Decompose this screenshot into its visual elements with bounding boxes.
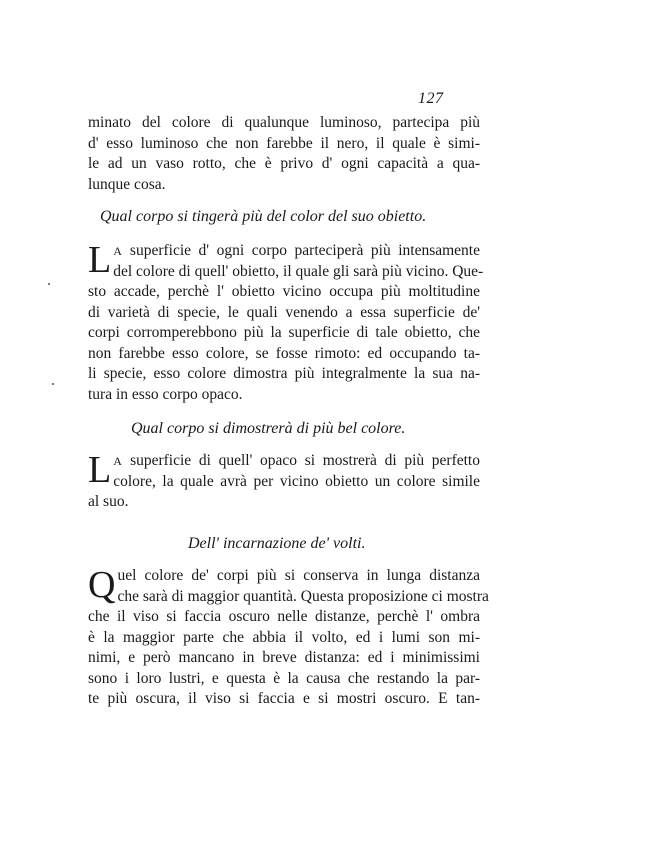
text-line: nimi, e però mancano in breve distanza: ed i minimissimi <box>88 649 480 666</box>
text-line: d' esso luminoso che non farebbe il nero, il quale è simi- <box>88 134 480 152</box>
text-line: le ad un vaso rotto, che è privo d' ogni capacità a qua- <box>88 155 480 172</box>
text-line: lunque cosa. <box>88 175 166 193</box>
text-line: minato del colore di qualunque luminoso, partecipa più <box>88 114 480 131</box>
text-line: tura in esso corpo opaco. <box>88 385 243 403</box>
section-2-paragraph <box>88 451 480 513</box>
small-cap: A <box>113 454 123 468</box>
text-line: corpi corromperebbono più la superficie di tale obietto, che <box>88 324 480 341</box>
text-line: è la maggior parte che abbia il volto, ed i lumi son mi- <box>88 628 480 646</box>
section-3-paragraph <box>88 564 489 710</box>
first-line-text: uel colore de' corpi più si conserva in lunga distanza <box>117 567 480 584</box>
text-line: non farebbe esso colore, se fosse rimoto: ed occupando ta- <box>88 344 480 362</box>
text-line: al suo. <box>88 493 129 510</box>
paper-speck <box>52 383 54 385</box>
text-line: sono i loro lustri, e questa è la causa che restando la par- <box>88 669 480 687</box>
first-line-text: superficie d' ogni corpo parteciperà più intensamente <box>129 242 480 259</box>
section-heading-1: Qual corpo si tingerà più del color del suo obietto. <box>100 208 427 225</box>
text-line: sto accade, perchè l' obietto vicino occupa più moltitudine <box>88 283 480 300</box>
paper-speck <box>48 283 50 285</box>
section-heading-3: Dell' incarnazione de' volti. <box>188 535 366 552</box>
text-line: che sarà di maggior quantità. Questa proposizione ci mostra <box>117 587 489 605</box>
text-line: te più oscura, il viso si faccia e si mostri oscuro. E tan- <box>88 690 480 707</box>
text-line: li specie, esso colore dimostra più integralmente la sua na- <box>88 365 480 382</box>
text-line: del colore di quell' obietto, il quale gli sarà più vicino. Que- <box>113 262 484 280</box>
section-1-paragraph <box>88 239 484 405</box>
section-heading-2: Qual corpo si dimostrerà di più bel colore. <box>131 420 406 437</box>
drop-cap: L <box>88 239 112 281</box>
page-number: 127 <box>418 90 444 107</box>
drop-cap: L <box>88 449 112 491</box>
first-line-text: superficie di quell' opaco si mostrerà di più perfetto <box>130 452 480 469</box>
continuation-paragraph <box>88 113 480 195</box>
drop-cap: Q <box>88 564 116 606</box>
text-line: che il viso si faccia oscuro nelle distanze, perchè l' ombra <box>88 608 480 625</box>
text-line: di varietà di specie, le quali venendo a essa superficie de' <box>88 303 480 321</box>
small-cap: A <box>113 244 123 258</box>
text-line: colore, la quale avrà per vicino obietto un colore simile <box>113 472 480 490</box>
